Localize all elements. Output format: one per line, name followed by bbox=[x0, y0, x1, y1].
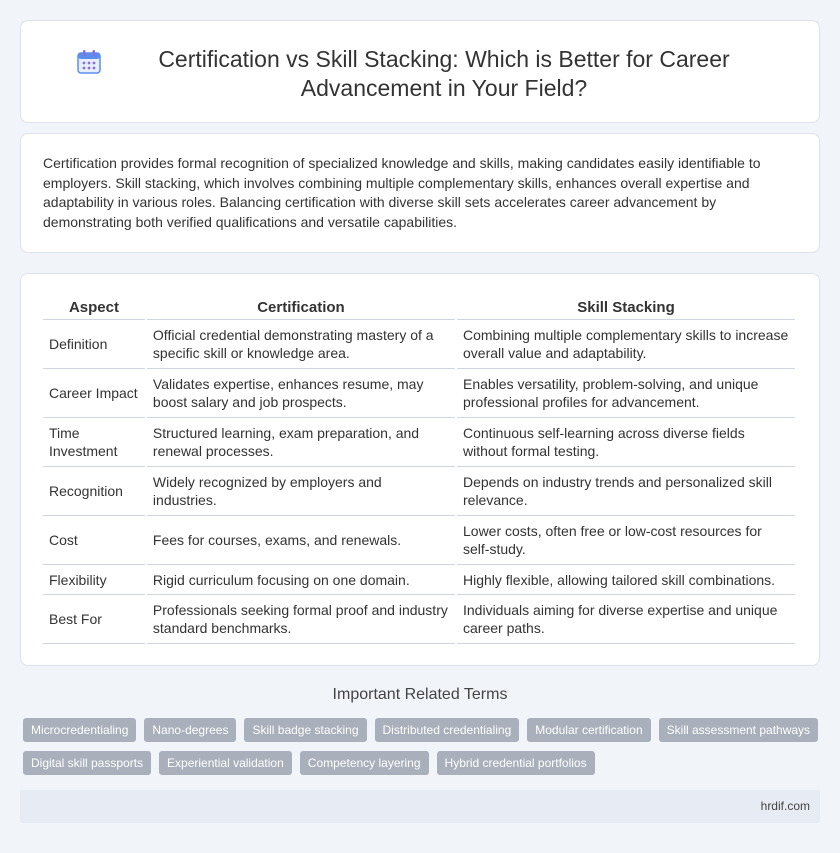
header-skill-stacking: Skill Stacking bbox=[457, 294, 795, 320]
related-tag[interactable]: Hybrid credential portfolios bbox=[437, 751, 595, 775]
row-aspect: Career Impact bbox=[43, 369, 145, 418]
table-row bbox=[43, 320, 795, 369]
related-tag[interactable]: Competency layering bbox=[300, 751, 429, 775]
related-tag[interactable]: Microcredentialing bbox=[23, 718, 136, 742]
intro-card bbox=[20, 133, 820, 253]
row-certification: Rigid curriculum focusing on one domain. bbox=[147, 565, 455, 595]
related-tag[interactable]: Modular certification bbox=[527, 718, 650, 742]
row-certification: Fees for courses, exams, and renewals. bbox=[147, 516, 455, 565]
header-certification: Certification bbox=[147, 294, 455, 320]
related-tag[interactable]: Experiential validation bbox=[159, 751, 292, 775]
row-certification: Validates expertise, enhances resume, may boost salary and job prospects. bbox=[147, 369, 455, 418]
related-tag[interactable]: Nano-degrees bbox=[144, 718, 236, 742]
related-tag[interactable]: Digital skill passports bbox=[23, 751, 151, 775]
row-skill-stacking: Depends on industry trends and personalized skill relevance. bbox=[457, 467, 795, 516]
row-certification: Professionals seeking formal proof and industry standard benchmarks. bbox=[147, 595, 455, 644]
page-title: Certification vs Skill Stacking: Which is Better for Career Advancement in Your Field? bbox=[158, 46, 730, 101]
table-row bbox=[43, 467, 795, 516]
related-terms-title: Important Related Terms bbox=[332, 686, 508, 703]
footer bbox=[20, 790, 820, 823]
row-skill-stacking: Lower costs, often free or low-cost resources for self-study. bbox=[457, 516, 795, 565]
row-skill-stacking: Combining multiple complementary skills to increase overall value and adaptability. bbox=[457, 320, 795, 369]
footer-site-link[interactable]: hrdif.com bbox=[760, 799, 810, 813]
row-skill-stacking: Continuous self-learning across diverse fields without formal testing. bbox=[457, 418, 795, 467]
row-certification: Structured learning, exam preparation, and renewal processes. bbox=[147, 418, 455, 467]
title-card bbox=[20, 20, 820, 123]
row-certification: Official credential demonstrating mastery of a specific skill or knowledge area. bbox=[147, 320, 455, 369]
header-aspect: Aspect bbox=[43, 294, 145, 320]
table-row bbox=[43, 565, 795, 595]
row-aspect: Best For bbox=[43, 595, 145, 644]
comparison-table bbox=[41, 294, 797, 644]
row-skill-stacking: Highly flexible, allowing tailored skill combinations. bbox=[457, 565, 795, 595]
comparison-card bbox=[20, 273, 820, 666]
row-certification: Widely recognized by employers and industries. bbox=[147, 467, 455, 516]
table-row bbox=[43, 516, 795, 565]
row-skill-stacking: Enables versatility, problem-solving, and unique professional profiles for advancement. bbox=[457, 369, 795, 418]
table-row bbox=[43, 595, 795, 644]
table-header-row bbox=[43, 294, 795, 320]
row-aspect: Cost bbox=[43, 516, 145, 565]
related-tag[interactable]: Skill assessment pathways bbox=[659, 718, 818, 742]
related-tag[interactable]: Distributed credentialing bbox=[375, 718, 520, 742]
row-aspect: Time Investment bbox=[43, 418, 145, 467]
intro-text: Certification provides formal recognition of specialized knowledge and skills, making candidates easily identifiable to employers. Skill stacking, which involves combining multiple complementary skills, enhances overall expertise and adaptability in various roles. Balancing certification with diverse skill sets accelerates career advancement by demonstrating both verified qualifications and versatile capabilities. bbox=[43, 155, 761, 230]
row-aspect: Flexibility bbox=[43, 565, 145, 595]
row-skill-stacking: Individuals aiming for diverse expertise and unique career paths. bbox=[457, 595, 795, 644]
calendar-icon bbox=[76, 49, 102, 75]
table-row bbox=[43, 418, 795, 467]
table-row bbox=[43, 369, 795, 418]
row-aspect: Recognition bbox=[43, 467, 145, 516]
related-terms-list bbox=[23, 718, 823, 775]
related-tag[interactable]: Skill badge stacking bbox=[244, 718, 366, 742]
row-aspect: Definition bbox=[43, 320, 145, 369]
